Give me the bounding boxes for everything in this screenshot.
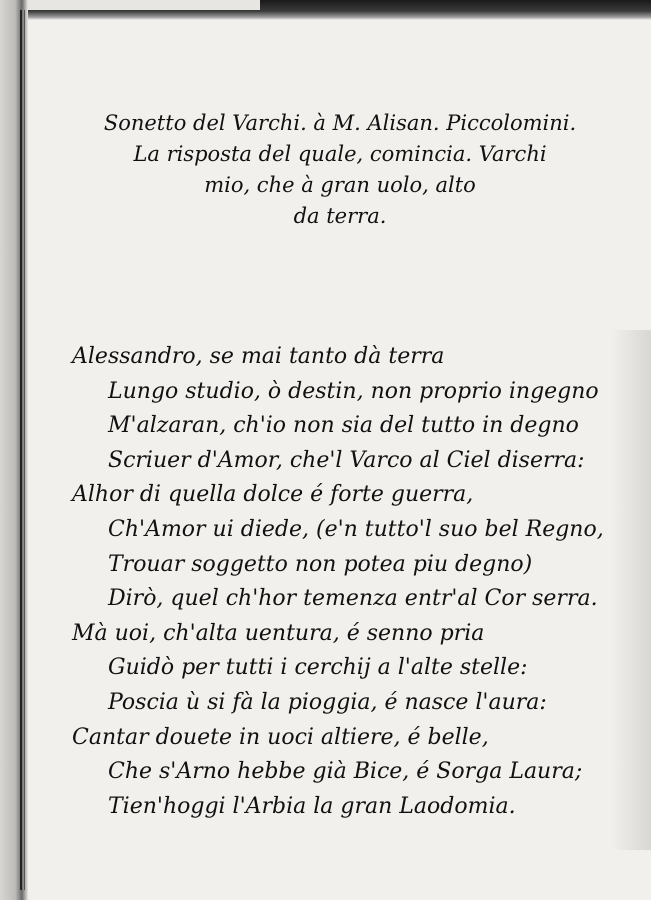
verse-line: Poscia ù si fà la pioggia, é nasce l'aura: bbox=[108, 689, 547, 715]
heading-line: Sonetto del Varchi. à M. Alisan. Piccolomini. bbox=[103, 111, 577, 135]
heading-line: La risposta del quale, comincia. Varchi bbox=[133, 142, 547, 166]
heading-line: da terra. bbox=[293, 204, 387, 228]
sonnet-heading bbox=[100, 108, 580, 232]
verse-line: Mà uoi, ch'alta uentura, é senno pria bbox=[72, 620, 485, 646]
binding-line bbox=[20, 10, 22, 890]
show-through-shadow bbox=[611, 330, 651, 850]
binding-line-secondary bbox=[24, 10, 25, 890]
verse-line: Alhor di quella dolce é forte guerra, bbox=[72, 482, 474, 508]
verse-line: Guidò per tutti i cerchij a l'alte stelle: bbox=[108, 655, 528, 681]
page-top-edge-highlight bbox=[0, 0, 260, 10]
verse-line: Alessandro, se mai tanto dà terra bbox=[72, 344, 445, 369]
sonnet-text bbox=[72, 340, 612, 824]
verse-line: Ch'Amor ui diede, (e'n tutto'l suo bel Regno, bbox=[108, 516, 604, 542]
verse-line: Cantar douete in uoci altiere, é belle, bbox=[72, 724, 489, 750]
verse-line: Scriuer d'Amor, che'l Varco al Ciel diserra: bbox=[108, 447, 585, 473]
verse-line: Dirò, quel ch'hor temenza entr'al Cor serra. bbox=[108, 586, 598, 612]
verse-line: Lungo studio, ò destin, non proprio ingegno bbox=[108, 378, 599, 404]
verse-line: M'alzaran, ch'io non sia del tutto in degno bbox=[108, 413, 579, 439]
verse-line: Tien'hoggi l'Arbia la gran Laodomia. bbox=[108, 793, 516, 819]
verse-line: Trouar soggetto non potea piu degno) bbox=[108, 551, 533, 577]
verse-line: Che s'Arno hebbe già Bice, é Sorga Laura; bbox=[108, 759, 583, 785]
heading-line: mio, che à gran uolo, alto bbox=[204, 173, 476, 197]
